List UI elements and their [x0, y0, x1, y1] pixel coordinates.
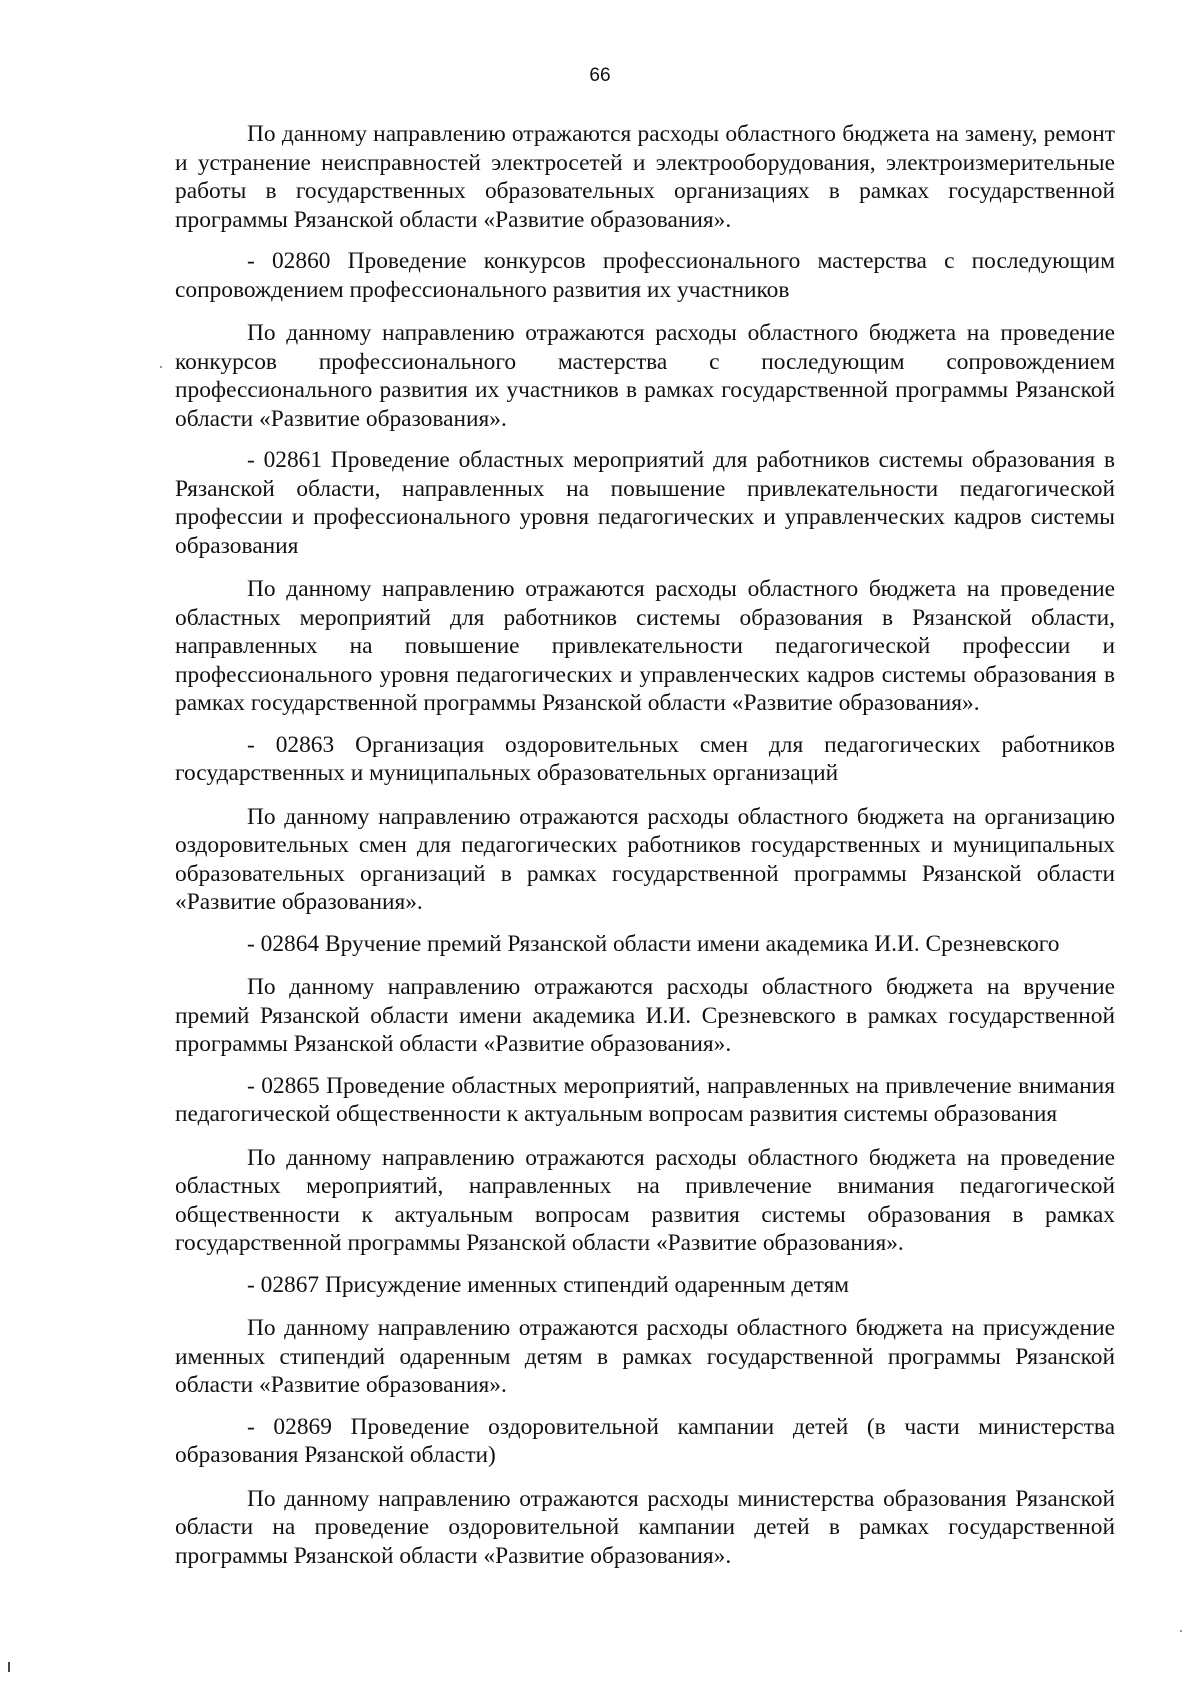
section-heading-02861: - 02861 Проведение областных мероприятий для работников системы образования в Рязанской области, направленных на повышение привлекательности педагогической профессии и профессионального уровня педагогических и управленческих кадров системы образования: [175, 447, 1115, 559]
paragraph-electrical-repair: По данному направлению отражаются расходы областного бюджета на замену, ремонт и устранение неисправностей электросетей и электрооборудования, электроизмерительные работы в государственных образовательных организациях в рамках государственной программы Рязанской области «Развитие образования».: [175, 121, 1115, 233]
paragraph-02860: По данному направлению отражаются расходы областного бюджета на проведение конкурсов профессионального мастерства с последующим сопровождением профессионального развития их участников в рамках государственной программы Рязанской области «Развитие образования».: [175, 320, 1115, 432]
scan-speck: [160, 366, 162, 368]
paragraph-02864: По данному направлению отражаются расходы областного бюджета на вручение премий Рязанской области имени академика И.И. Срезневского в рамках государственной программы Рязанской области «Развитие образования».: [175, 974, 1115, 1057]
document-body: [175, 120, 1115, 1570]
section-heading-02860: - 02860 Проведение конкурсов профессионального мастерства с последующим сопровождением профессионального развития их участников: [175, 248, 1115, 303]
paragraph-02863: По данному направлению отражаются расходы областного бюджета на организацию оздоровительных смен для педагогических работников государственных и муниципальных образовательных организаций в рамках государственной программы Рязанской области «Развитие образования».: [175, 803, 1115, 915]
paragraph-02865: По данному направлению отражаются расходы областного бюджета на проведение областных мероприятий, направленных на привлечение внимания педагогической общественности к актуальным вопросам развития системы образования в рамках государственной программы Рязанской области «Развитие образования».: [175, 1144, 1115, 1256]
scan-margin-mark: [8, 1662, 10, 1672]
section-heading-02865: - 02865 Проведение областных мероприятий, направленных на привлечение внимания педагогической общественности к актуальным вопросам развития системы образования: [175, 1072, 1115, 1127]
page-number: 66: [589, 65, 611, 86]
paragraph-02861: По данному направлению отражаются расходы областного бюджета на проведение областных мероприятий для работников системы образования в Рязанской области, направленных на повышение привлекательности педагогической профессии и профессионального уровня педагогических и управленческих кадров системы образования в рамках государственной программы Рязанской области «Развитие образования».: [175, 576, 1115, 716]
scan-speck: [1180, 1630, 1182, 1632]
section-heading-02867: - 02867 Присуждение именных стипендий одаренным детям: [247, 1271, 850, 1298]
section-heading-02864: - 02864 Вручение премий Рязанской области имени академика И.И. Срезневского: [247, 930, 1060, 957]
paragraph-02869: По данному направлению отражаются расходы министерства образования Рязанской области на проведение оздоровительной кампании детей в рамках государственной программы Рязанской области «Развитие образования».: [175, 1485, 1115, 1569]
paragraph-02867: По данному направлению отражаются расходы областного бюджета на присуждение именных стипендий одаренным детям в рамках государственной программы Рязанской области «Развитие образования».: [175, 1315, 1115, 1398]
section-heading-02863: - 02863 Организация оздоровительных смен для педагогических работников государственных и муниципальных образовательных организаций: [175, 731, 1115, 786]
section-heading-02869: - 02869 Проведение оздоровительной кампании детей (в части министерства образования Рязанской области): [175, 1413, 1115, 1468]
